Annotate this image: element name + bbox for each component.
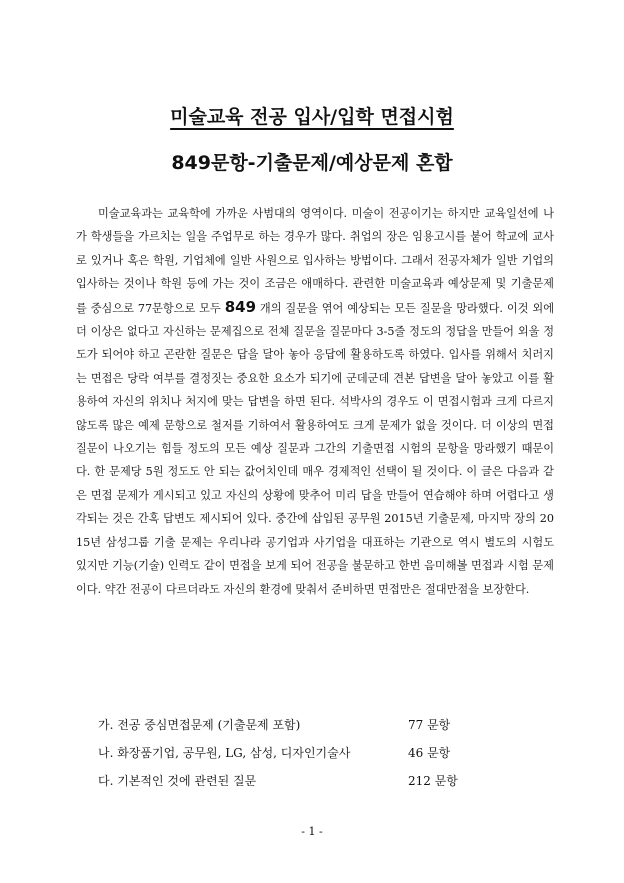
question-count: 849	[224, 297, 257, 316]
contents-item	[98, 768, 498, 796]
contents-item	[98, 712, 498, 740]
body-text-part2: 개의 질문을 엮어 예상되는 모든 질문을 망라했다. 이것 외에 더 이상은 없다고 자신하는 문제집으로 전체 질문을 질문마다 3-5줄 정도의 정답을 만들어 외울 정도가 되어야 하고 곤란한 질문은 답을 달아 놓아 응답에 활용하도록 하였다. 입사를 위해서 치러지는 면접은 당락 여부를 결정짓는 중요한 요소가 되기에 군데군데 견본 답변을 달아 놓았고 이를 활용하여 자신의 위치나 처지에 맞는 답변을 하면 된다. 석박사의 경우도 이 면접시험과 크게 다르지 않도록 많은 예제 문항으로 철저를 기하여서 활용하여도 크게 문제가 없을 것이다. 더 이상의 면접 질문이 나오기는 힘들 정도의 모든 예상 질문과 그간의 기출면접 시험의 문항을 망라했기 때문이다. 한 문제당 5원 정도도 안 되는 값어치인데 매우 경제적인 선택이 될 것이다. 이 글은 다음과 같은 면접 문제가 게시되고 있고 자신의 상황에 맞추어 미리 답을 만들어 연습해야 하며 어렵다고 생각되는 것은 간혹 답변도 제시되어 있다. 중간에 삽입된 공무원 2015년 기출문제, 마지막 장의 2015년 삼성그룹 기출 문제는 우리나라 공기업과 사기업을 대표하는 기관으로 역시 별도의 시험도 있지만 기능(기술) 인력도 같이 면접을 보게 되어 전공을 불문하고 한번 음미해볼 면접과 시험 문제이다. 약간 전공이 다르더라도 자신의 환경에 맞춰서 준비하면 면접만은 절대만점을 보장한다.	[76, 301, 555, 596]
contents-list	[98, 712, 498, 796]
page-number: - 1 -	[301, 825, 323, 838]
document-subtitle: 849문항-기출문제/예상문제 혼합	[171, 152, 453, 174]
document-title: 미술교육 전공 입사/입학 면접시험	[170, 106, 454, 128]
contents-item	[98, 740, 498, 768]
body-paragraph	[76, 202, 554, 601]
contents-item-label: 다. 기본적인 것에 관련된 질문	[98, 774, 257, 788]
contents-item-label: 가. 전공 중심면접문제 (기출문제 포함)	[98, 718, 301, 732]
contents-item-count: 46 문항	[408, 746, 451, 760]
contents-item-count: 212 문항	[408, 774, 458, 788]
contents-item-label: 나. 화장품기업, 공무원, LG, 삼성, 디자인기술사	[98, 746, 351, 760]
contents-item-count: 77 문항	[408, 718, 451, 732]
body-text-part1: 미술교육과는 교육학에 가까운 사범대의 영역이다. 미술이 전공이기는 하지만 교육일선에 나가 학생들을 가르치는 일을 주업무로 하는 경우가 많다. 취업의 장은 임용고시를 붙어 학교에 교사로 있거나 혹은 학원, 기업체에 일반 사원으로 입사하는 방법이다. 그래서 전공자체가 일반 기업의 입사하는 것이나 학원 등에 가는 것이 조금은 애매하다. 관련한 미술교육과 예상문제 및 기출문제를 중심으로 77문항으로 모두	[76, 207, 554, 315]
